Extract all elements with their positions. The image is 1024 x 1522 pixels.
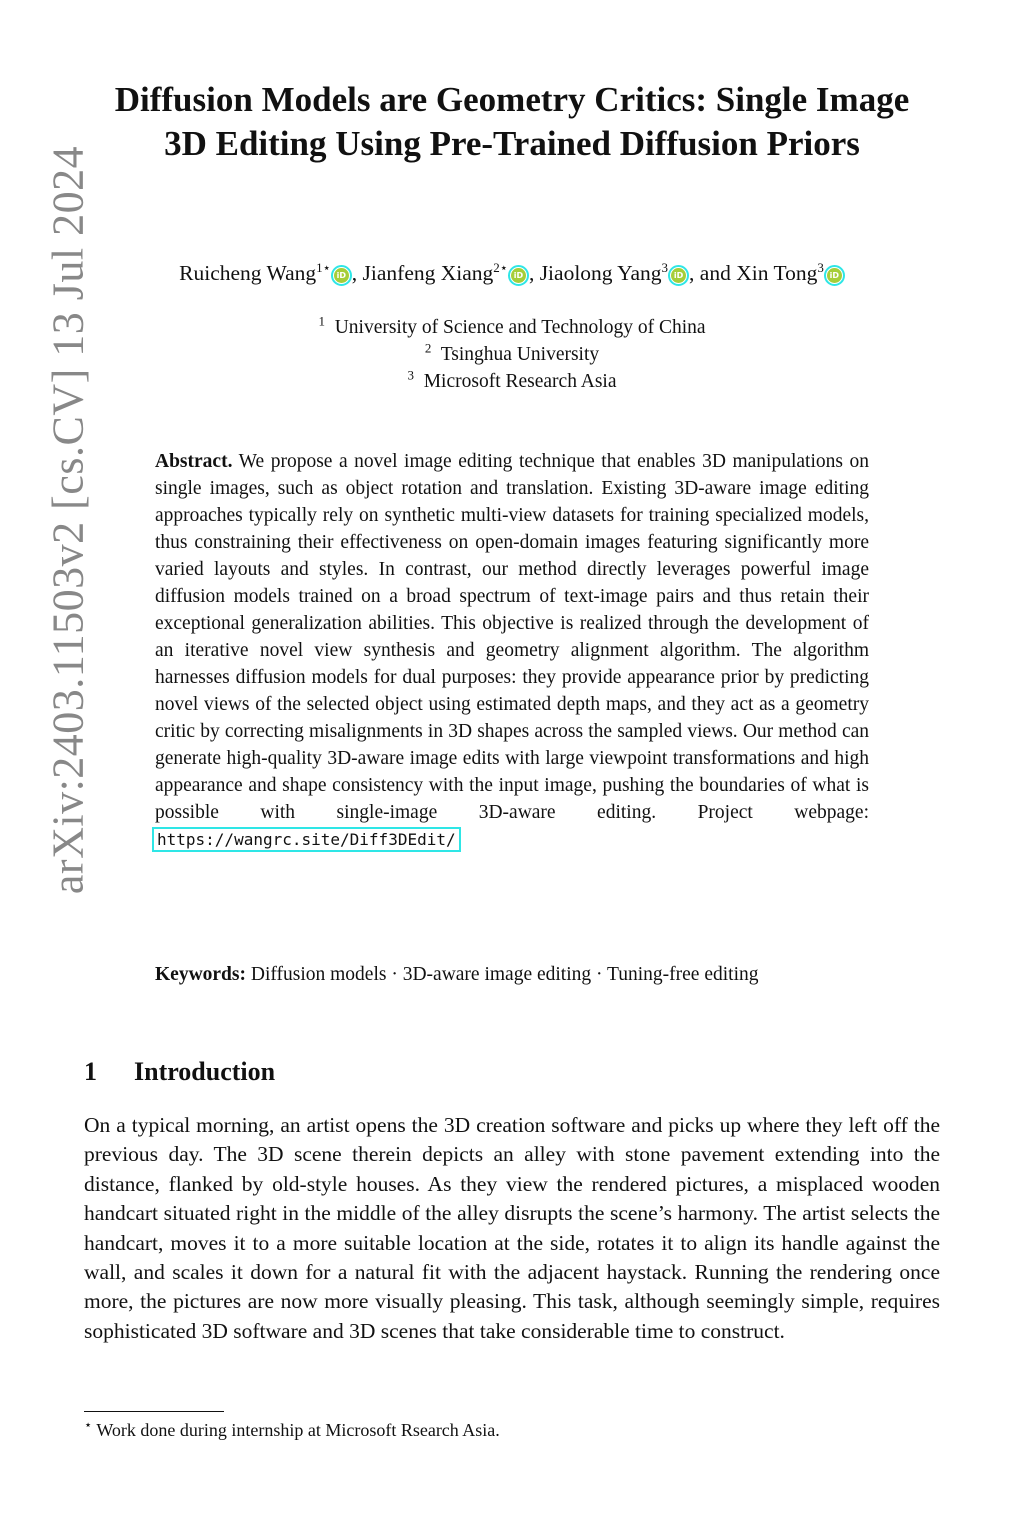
author-mark: 3 <box>661 259 669 275</box>
affiliation-number: 2 <box>424 340 432 356</box>
footnote-mark: ⋆ <box>84 1417 93 1432</box>
affiliation-name: University of Science and Technology of China <box>334 317 706 338</box>
author-separator: , <box>351 261 363 285</box>
keywords-label: Keywords: <box>155 964 246 985</box>
project-link[interactable]: https://wangrc.site/Diff3DEdit/ <box>157 830 456 849</box>
author-separator: , <box>528 261 540 285</box>
affiliation-name: Microsoft Research Asia <box>423 371 617 392</box>
abstract <box>155 448 869 853</box>
affiliation-number: 3 <box>407 367 414 383</box>
affiliation <box>100 368 924 395</box>
section-heading <box>84 1052 275 1092</box>
author-separator: , <box>689 261 700 285</box>
affiliation <box>100 314 924 341</box>
author-name[interactable]: Jianfeng Xiang <box>362 261 494 285</box>
author-conjunction: and <box>699 261 737 285</box>
affiliations <box>100 314 924 395</box>
author-mark: 2⋆ <box>493 259 508 275</box>
author-name[interactable]: Xin Tong <box>736 261 818 285</box>
author-name[interactable]: Jiaolong Yang <box>539 261 662 285</box>
keywords <box>155 961 869 988</box>
footnote-rule <box>84 1411 224 1412</box>
orcid-icon[interactable]: iD <box>671 268 686 283</box>
abstract-text: We propose a novel image editing technique that enables 3D manipulations on single images, such as object rotation and translation. Existing 3D-aware image editing approaches typically rely on synthetic multi-view datasets for training specialized models, thus constraining their effectiveness on open-domain images featuring significantly more varied layouts and styles. In contrast, our method directly leverages powerful image diffusion models trained on a broad spectrum of text-image pairs and thus retain their exceptional generalization abilities. This objective is realized through the development of an iterative novel view synthesis and geometry alignment algorithm. The algorithm harnesses diffusion models for dual purposes: they provide appearance prior by predicting novel views of the selected object using estimated depth maps, and they act as a geometry critic by correcting misalignments in 3D shapes across the sampled views. Our method can generate high-quality 3D-aware image edits with large viewpoint transformations and high appearance and shape consistency with the input image, pushing the boundaries of what is possible with single-image 3D-aware editing. <box>155 451 869 823</box>
keywords-text: Diffusion models · 3D-aware image editing · Tuning-free editing <box>250 964 759 985</box>
intro-paragraph: On a typical morning, an artist opens the 3D creation software and picks up where they left off the previous day. The 3D scene therein depicts an alley with stone pavement extending into the distance, flanked by old-style houses. As they view the rendered pictures, a misplaced wooden handcart situated right in the middle of the alley disrupts the scene’s harmony. The artist selects the handcart, moves it to a more suitable location at the side, rotates it to align its handle against the wall, and scales it down for a natural fit with the adjacent haystack. Running the rendering once more, the pictures are now more visually pleasing. This task, although seemingly simple, requires sophisticated 3D software and 3D scenes that take considerable time to construct. <box>84 1113 940 1343</box>
paper-title: Diffusion Models are Geometry Critics: Single Image 3D Editing Using Pre-Trained Diffusion Priors <box>114 80 910 163</box>
orcid-icon[interactable]: iD <box>334 268 349 283</box>
orcid-icon[interactable]: iD <box>827 268 842 283</box>
arxiv-stamp-text: arXiv:2403.11503v2 [cs.CV] 13 Jul 2024 <box>43 145 93 895</box>
section-title: Introduction <box>134 1057 276 1086</box>
orcid-icon[interactable]: iD <box>511 268 526 283</box>
footnote-text: Work done during internship at Microsoft Rsearch Asia. <box>96 1420 500 1440</box>
affiliation-number: 1 <box>318 313 325 329</box>
project-label: Project webpage: <box>697 802 869 823</box>
author-mark: 1⋆ <box>316 259 331 275</box>
author-list <box>60 258 964 288</box>
author-mark: 3 <box>817 259 824 275</box>
affiliation <box>100 341 924 368</box>
author-name[interactable]: Ruicheng Wang <box>179 261 317 285</box>
abstract-label: Abstract. <box>155 451 233 472</box>
section-number: 1 <box>84 1057 97 1086</box>
footnote <box>84 1417 500 1443</box>
affiliation-name: Tsinghua University <box>440 344 600 365</box>
